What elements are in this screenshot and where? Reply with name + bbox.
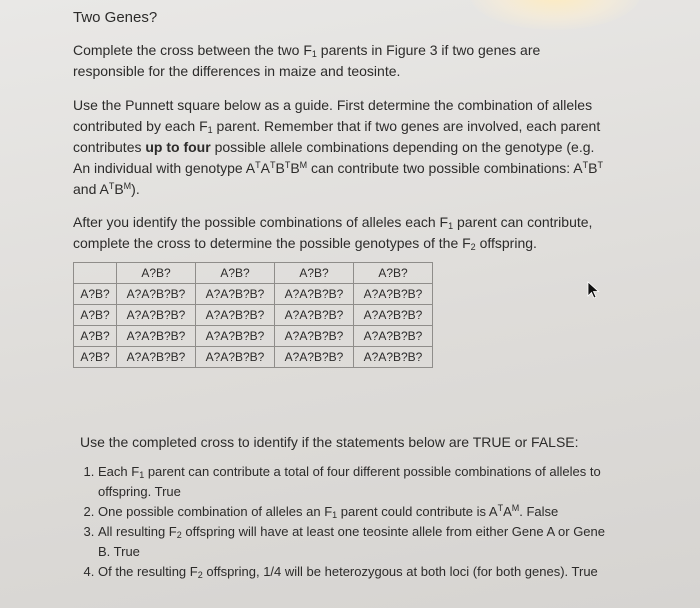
punnett-row-header: A?B? xyxy=(74,326,117,347)
punnett-cell: A?A?B?B? xyxy=(275,305,354,326)
statement-item: 1. Each $F_1$ parent can contribute a total of four different possible combinations of alleles to offspring. True xyxy=(98,462,618,502)
punnett-cell: A?A?B?B? xyxy=(117,347,196,368)
punnett-header-row xyxy=(74,263,433,284)
emphasis-up-to-four: up to four xyxy=(145,139,211,155)
light-glare xyxy=(470,0,640,30)
punnett-column-header: A?B? xyxy=(196,263,275,284)
punnett-cell: A?A?B?B? xyxy=(354,326,433,347)
punnett-cell: A?A?B?B? xyxy=(354,347,433,368)
punnett-cell: A?A?B?B? xyxy=(275,284,354,305)
punnett-cell: A?A?B?B? xyxy=(117,284,196,305)
punnett-corner-cell xyxy=(74,263,117,284)
punnett-cell: A?A?B?B? xyxy=(117,326,196,347)
mouse-pointer-icon xyxy=(586,281,600,299)
punnett-cell: A?A?B?B? xyxy=(196,284,275,305)
punnett-cell: A?A?B?B? xyxy=(117,305,196,326)
punnett-square xyxy=(73,262,433,368)
instructions-paragraph: Use the Punnett square below as a guide. First determine the combination of alleles contributed by each $F_1$ parent. Remember that if two genes are involved, each parent contributes up to four possible allele combinations depending on the genotype (e.g. An individual with genotype $A^TA^TB^TB^M$ can contribute two possible combinations: $A^TB^T$ and $A^TB^M$). xyxy=(73,97,603,197)
punnett-cell: A?A?B?B? xyxy=(196,347,275,368)
intro-paragraph: Complete the cross between the two $F_1$ parents in Figure 3 if two genes are responsible for the differences in maize and teosinte. xyxy=(73,42,541,79)
statement-item: 2. One possible combination of alleles an $F_1$ parent could contribute is $A^TA^M$. False xyxy=(98,502,618,522)
punnett-column-header: A?B? xyxy=(275,263,354,284)
punnett-column-header: A?B? xyxy=(354,263,433,284)
punnett-cell: A?A?B?B? xyxy=(275,326,354,347)
punnett-row-header: A?B? xyxy=(74,284,117,305)
punnett-row xyxy=(74,284,433,305)
punnett-cell: A?A?B?B? xyxy=(196,305,275,326)
punnett-row xyxy=(74,347,433,368)
statements-intro: Use the completed cross to identify if the statements below are TRUE or FALSE: xyxy=(80,434,579,450)
punnett-cell: A?A?B?B? xyxy=(196,326,275,347)
punnett-row-header: A?B? xyxy=(74,305,117,326)
punnett-cell: A?A?B?B? xyxy=(275,347,354,368)
statement-item: 4. Of the resulting $F_2$ offspring, 1/4 will be heterozygous at both loci (for both genes). True xyxy=(98,562,618,582)
punnett-row xyxy=(74,326,433,347)
statements-list xyxy=(76,462,618,582)
statement-item: 3. All resulting $F_2$ offspring will have at least one teosinte allele from either Gene A or Gene B. True xyxy=(98,522,618,562)
punnett-row-header: A?B? xyxy=(74,347,117,368)
after-identify-paragraph: After you identify the possible combinations of alleles each $F_1$ parent can contribute, complete the cross to determine the possible genotypes of the $F_2$ offspring. xyxy=(73,214,593,252)
punnett-row xyxy=(74,305,433,326)
punnett-cell: A?A?B?B? xyxy=(354,305,433,326)
punnett-column-header: A?B? xyxy=(117,263,196,284)
page-title: Two Genes? xyxy=(73,9,158,26)
punnett-cell: A?A?B?B? xyxy=(354,284,433,305)
